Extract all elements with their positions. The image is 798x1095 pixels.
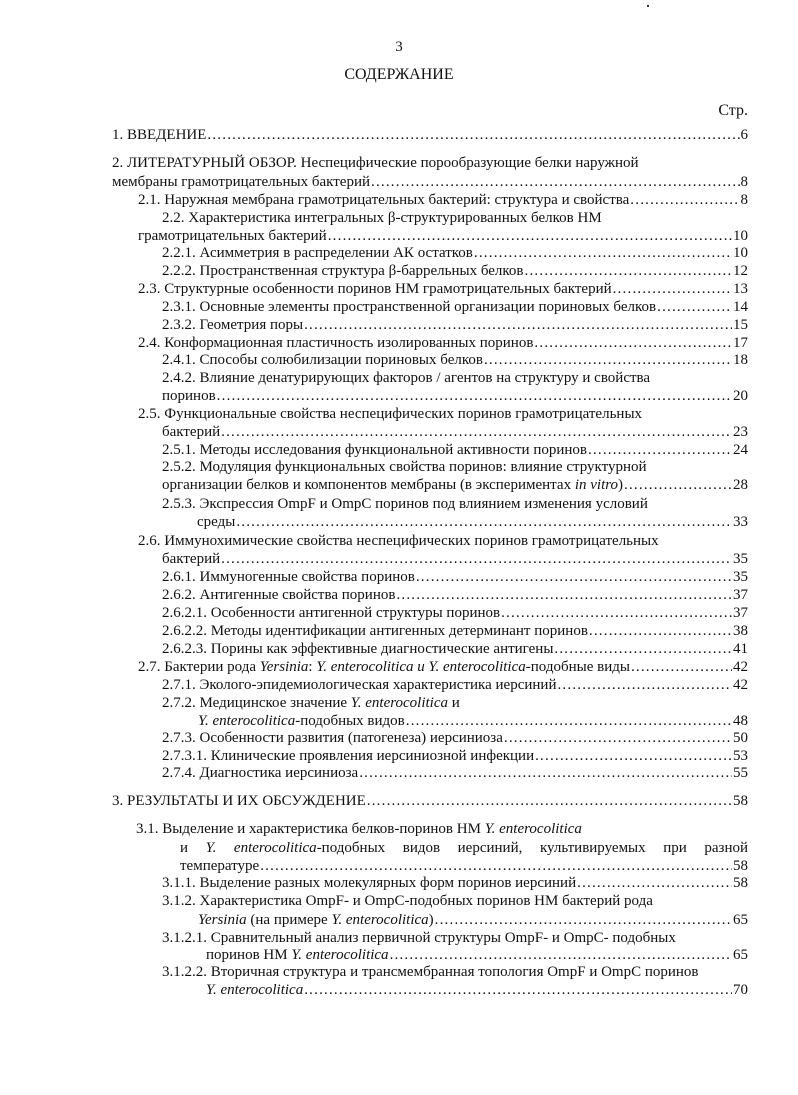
toc-page-number: 15: [733, 317, 748, 333]
toc-page-number: 65: [733, 912, 748, 928]
dot-leader: [416, 568, 732, 586]
toc-entry-line-wrap: [162, 369, 650, 387]
dot-leader: [367, 792, 732, 810]
toc-page-number: 24: [733, 442, 748, 458]
title-text: 2. ЛИТЕРАТУРНЫЙ ОБЗОР. Неспецифические порообразующие белки наружной: [112, 155, 639, 171]
toc-page-number: 10: [733, 228, 748, 244]
dot-leader: [630, 191, 739, 209]
toc-entry-title: [162, 604, 500, 622]
toc-entry-line: [138, 191, 748, 209]
title-text: 2.5.3. Экспрессия OmpF и OmpC поринов под влиянием изменения условий: [162, 496, 648, 512]
toc-entry-title: [162, 441, 587, 459]
toc-entry-title: [162, 244, 473, 262]
title-text: и: [448, 695, 460, 711]
dot-leader: [557, 676, 732, 694]
title-text: 2.4.1. Способы солюбилизации пориновых белков: [162, 352, 483, 368]
title-text: 3.1.2.1. Сравнительный анализ первичной структуры OmpF- и OmpC- подобных: [162, 930, 676, 946]
dot-leader: [304, 981, 732, 999]
toc-entry-title: [162, 963, 699, 981]
italic-term: Y. enterocolitica: [205, 839, 317, 856]
toc-entry-title: [162, 550, 220, 568]
toc-entry-line: [162, 351, 748, 369]
toc-entry-line-wrap: [162, 963, 699, 981]
dot-leader: [435, 911, 732, 929]
italic-term: Y. enterocolitica и Y. enterocolitica: [316, 659, 526, 675]
italic-term: Y. enterocolitica: [291, 947, 389, 963]
toc-page-number: 23: [733, 424, 748, 440]
title-text: (на примере: [246, 912, 332, 928]
dot-leader: [221, 423, 732, 441]
toc-entry-title: [112, 126, 206, 144]
title-text: 2.1. Наружная мембрана грамотрицательных бактерий: структура и свойства: [138, 192, 630, 208]
dot-leader: [474, 244, 732, 262]
toc-entry-title: [112, 154, 639, 172]
toc-entry-line-wrap: [138, 405, 642, 423]
dot-leader: [577, 874, 732, 892]
dot-leader: [554, 640, 732, 658]
toc-entry-title: [112, 173, 370, 191]
toc-entry-title: [206, 946, 389, 964]
toc-entry-line-wrap: [136, 820, 582, 838]
title-text: 2.7.3.1. Клинические проявления иерсиниозной инфекции: [162, 748, 535, 764]
toc-entry-title: [162, 209, 602, 227]
toc-entry-title: [162, 892, 653, 910]
toc-entry-title: [138, 227, 327, 245]
toc-page-number: 37: [733, 587, 748, 603]
title-text: 3.1.2. Характеристика OmpF- и OmpC-подобных поринов НМ бактерий рода: [162, 893, 653, 909]
toc-page-number: 48: [733, 713, 748, 729]
title-text: 2.4. Конформационная пластичность изолированных поринов: [138, 335, 534, 351]
toc-entry-line: [162, 568, 748, 586]
toc-entry-line-wrap: [162, 694, 460, 712]
title-text: -подобных видов иерсиний, культивируемых при разной: [316, 839, 749, 856]
dot-leader: [624, 476, 732, 494]
title-text: 2.2.1. Асимметрия в распределении АК остатков: [162, 245, 473, 261]
toc-page-number: 58: [733, 858, 748, 874]
dot-leader: [328, 227, 732, 245]
dot-leader: [504, 729, 732, 747]
toc-page-number: 42: [733, 677, 748, 693]
dot-leader: [589, 622, 732, 640]
toc-entry-title: [162, 694, 460, 712]
toc-entry-title: [162, 476, 623, 494]
toc-entry-line: [180, 857, 748, 875]
title-text: 2.3.2. Геометрия поры: [162, 317, 304, 333]
toc-entry-line: [162, 747, 748, 765]
dot-leader: [260, 857, 732, 875]
title-text: 2.3. Структурные особенности поринов НМ грамотрицательных бактерий: [138, 281, 612, 297]
toc-page-number: 38: [733, 623, 748, 639]
toc-page-number: 8: [740, 174, 748, 190]
toc-entry-title: [180, 840, 748, 856]
toc-entry-line: [198, 712, 748, 730]
italic-term: Y. enterocolitica: [350, 695, 449, 711]
title-text: бактерий: [162, 551, 221, 567]
toc-entry-title: [136, 820, 582, 838]
toc-entry-line: [162, 586, 748, 604]
dot-leader: [236, 513, 732, 531]
toc-entry-line: [162, 874, 748, 892]
toc-page-number: 33: [733, 514, 748, 530]
toc-entry-title: [162, 622, 588, 640]
page-number: 3: [395, 39, 403, 55]
toc-entry-line: [138, 334, 748, 352]
title-text: температуре: [180, 858, 260, 874]
toc-entry-line: [206, 946, 748, 964]
dot-leader: [613, 280, 732, 298]
page-column-label: Стр.: [718, 102, 748, 119]
toc-entry-title: [197, 513, 235, 531]
dot-leader: [501, 604, 732, 622]
dot-leader: [390, 946, 732, 964]
title-text: 3.1.1. Выделение разных молекулярных форм поринов иерсиний: [162, 875, 577, 891]
toc-entry-title: [162, 316, 303, 334]
toc-entry-title: [162, 586, 395, 604]
title-text: :: [308, 659, 317, 675]
title-text: 2.7. Бактерии рода: [138, 659, 260, 675]
italic-term: Y. enterocolitica: [331, 912, 429, 928]
title-text: среды: [197, 514, 236, 530]
toc-entry-line: [162, 604, 748, 622]
toc-entry-line: [162, 316, 748, 334]
dot-leader: [371, 173, 740, 191]
toc-entry-title: [162, 387, 216, 405]
toc-entry-line: [198, 911, 748, 929]
toc-entry-line: [138, 227, 748, 245]
toc-page-number: 6: [740, 127, 748, 143]
toc-entry-title: [162, 747, 534, 765]
toc-entry-title: [162, 568, 415, 586]
toc-entry-line-wrap: [180, 839, 748, 857]
toc-entry-title: [162, 423, 220, 441]
title-text: поринов НМ: [206, 947, 292, 963]
toc-entry-line: [138, 658, 748, 676]
toc-entry-title: [162, 676, 556, 694]
dot-leader: [535, 747, 732, 765]
title-text: и: [180, 839, 206, 856]
toc-page-number: 13: [733, 281, 748, 297]
toc-entry-title: [162, 874, 576, 892]
toc-entry-title: [112, 792, 366, 810]
italic-term: Y. enterocolitica: [484, 821, 582, 837]
scan-speck: [647, 5, 649, 7]
dot-leader: [534, 334, 732, 352]
dot-leader: [304, 316, 732, 334]
toc-entry-title: [138, 405, 642, 423]
toc-page-number: 14: [733, 299, 748, 315]
toc-entry-title: [162, 764, 358, 782]
toc-entry-line-wrap: [162, 892, 653, 910]
dot-leader: [207, 126, 739, 144]
toc-entry-title: [138, 280, 612, 298]
italic-term: in vitro: [574, 477, 619, 493]
title-text: -подобных видов: [295, 713, 405, 729]
toc-entry-title: [198, 712, 405, 730]
toc-entry-line: [112, 126, 748, 144]
toc-entry-line: [162, 550, 748, 568]
toc-entry-line: [206, 981, 748, 999]
title-text: 2.7.1. Эколого-эпидемиологическая характеристика иерсиний: [162, 677, 557, 693]
title-text: бактерий: [162, 424, 221, 440]
dot-leader: [657, 298, 732, 316]
toc-page-number: 50: [733, 730, 748, 746]
title-text: 3.1.2.2. Вторичная структура и трансмембранная топология OmpF и OmpC поринов: [162, 964, 699, 980]
dot-leader: [588, 441, 732, 459]
toc-entry-line: [112, 173, 748, 191]
toc-page-number: 41: [733, 641, 748, 657]
toc-page-number: 55: [733, 765, 748, 781]
title-text: 2.2. Характеристика интегральных β-структурированных белков НМ: [162, 210, 602, 226]
title-text: 2.7.4. Диагностика иерсиниоза: [162, 765, 359, 781]
toc-entry-line: [162, 244, 748, 262]
toc-entry-line-wrap: [162, 929, 676, 947]
toc-entry-line: [162, 640, 748, 658]
toc-entry-line-wrap: [112, 154, 639, 172]
title-text: 2.6.2. Антигенные свойства поринов: [162, 587, 396, 603]
title-text: 3. РЕЗУЛЬТАТЫ И ИХ ОБСУЖДЕНИЕ: [112, 793, 366, 809]
toc-entry-title: [206, 981, 303, 999]
title-text: организации белков и компонентов мембраны (в экспериментах: [162, 477, 575, 493]
toc-entry-line-wrap: [162, 495, 648, 513]
page-title: СОДЕРЖАНИЕ: [344, 66, 454, 83]
toc-entry-title: [162, 729, 503, 747]
toc-entry-title: [198, 911, 434, 929]
title-text: 2.6. Иммунохимические свойства неспецифических поринов грамотрицательных: [138, 533, 659, 549]
toc-entry-line: [162, 387, 748, 405]
italic-term: Y. enterocolitica: [198, 713, 296, 729]
toc-entry-line: [138, 280, 748, 298]
toc-page-number: 70: [733, 982, 748, 998]
toc-entry-line: [112, 792, 748, 810]
toc-page-number: 12: [733, 263, 748, 279]
title-text: 2.6.1. Иммуногенные свойства поринов: [162, 569, 415, 585]
toc-entry-line: [162, 262, 748, 280]
toc-entry-line: [162, 729, 748, 747]
title-text: поринов: [162, 388, 216, 404]
toc-page-number: 42: [733, 659, 748, 675]
toc-page-number: 35: [733, 551, 748, 567]
title-text: 2.6.2.1. Особенности антигенной структуры поринов: [162, 605, 501, 621]
toc-entry-line: [162, 676, 748, 694]
title-text: 1. ВВЕДЕНИЕ: [112, 127, 207, 143]
toc-page-number: 37: [733, 605, 748, 621]
title-text: 2.3.1. Основные элементы пространственной организации пориновых белков: [162, 299, 657, 315]
toc-page-number: 17: [733, 335, 748, 351]
toc-entry-line: [162, 423, 748, 441]
toc-entry-line: [162, 622, 748, 640]
title-text: мембраны грамотрицательных бактерий: [112, 174, 370, 190]
title-text: -подобные виды: [525, 659, 630, 675]
toc-entry-line: [162, 764, 748, 782]
toc-entry-line: [162, 441, 748, 459]
toc-entry-line: [162, 298, 748, 316]
dot-leader: [525, 262, 732, 280]
toc-entry-title: [138, 532, 659, 550]
title-text: 2.7.3. Особенности развития (патогенеза) иерсиниоза: [162, 730, 503, 746]
toc-page-number: 8: [740, 192, 748, 208]
toc-entry-title: [162, 351, 483, 369]
title-text: ): [428, 912, 434, 928]
toc-entry-line-wrap: [162, 458, 647, 476]
title-text: ): [618, 477, 624, 493]
toc-page-number: 35: [733, 569, 748, 585]
toc-entry-title: [138, 658, 630, 676]
toc-entry-title: [138, 191, 629, 209]
dot-leader: [359, 764, 732, 782]
toc-entry-line: [162, 476, 748, 494]
title-text: 2.5.1. Методы исследования функциональной активности поринов: [162, 442, 587, 458]
toc-page-number: 53: [733, 748, 748, 764]
dot-leader: [484, 351, 732, 369]
toc-page-number: 20: [733, 388, 748, 404]
toc-entry-title: [138, 334, 533, 352]
title-text: 3.1. Выделение и характеристика белков-поринов НМ: [136, 821, 485, 837]
toc-entry-title: [162, 369, 650, 387]
italic-term: Y. enterocolitica: [206, 982, 304, 998]
title-text: 2.2.2. Пространственная структура β-баррельных белков: [162, 263, 524, 279]
title-text: 2.4.2. Влияние денатурирующих факторов / агентов на структуру и свойства: [162, 370, 651, 386]
dot-leader: [217, 387, 732, 405]
title-text: 2.5.2. Модуляция функциональных свойства поринов: влияние структурной: [162, 459, 647, 475]
italic-term: Yersinia: [259, 659, 309, 675]
toc-entry-title: [162, 298, 656, 316]
title-text: 2.6.2.2. Методы идентификации антигенных детерминант поринов: [162, 623, 588, 639]
toc-entry-title: [162, 458, 647, 476]
toc-page-number: 58: [733, 875, 748, 891]
title-text: 2.7.2. Медицинское значение: [162, 695, 351, 711]
dot-leader: [221, 550, 732, 568]
toc-page-number: 18: [733, 352, 748, 368]
toc-entry-line-wrap: [138, 532, 659, 550]
toc-entry-title: [162, 640, 553, 658]
toc-entry-title: [162, 929, 676, 947]
toc-page-number: 65: [733, 947, 748, 963]
dot-leader: [396, 586, 732, 604]
toc-page-number: 58: [733, 793, 748, 809]
dot-leader: [631, 658, 732, 676]
title-text: 2.5. Функциональные свойства неспецифических поринов грамотрицательных: [138, 406, 643, 422]
toc-entry-title: [162, 262, 524, 280]
title-text: грамотрицательных бактерий: [138, 228, 327, 244]
italic-term: Yersinia: [198, 912, 247, 928]
toc-entry-line-wrap: [162, 209, 602, 227]
title-text: 2.6.2.3. Порины как эффективные диагностические антигены: [162, 641, 554, 657]
dot-leader: [406, 712, 732, 730]
toc-entry-title: [162, 495, 648, 513]
toc-entry-title: [180, 857, 259, 875]
toc-entry-line: [197, 513, 748, 531]
toc-page-number: 28: [733, 477, 748, 493]
toc-page-number: 10: [733, 245, 748, 261]
